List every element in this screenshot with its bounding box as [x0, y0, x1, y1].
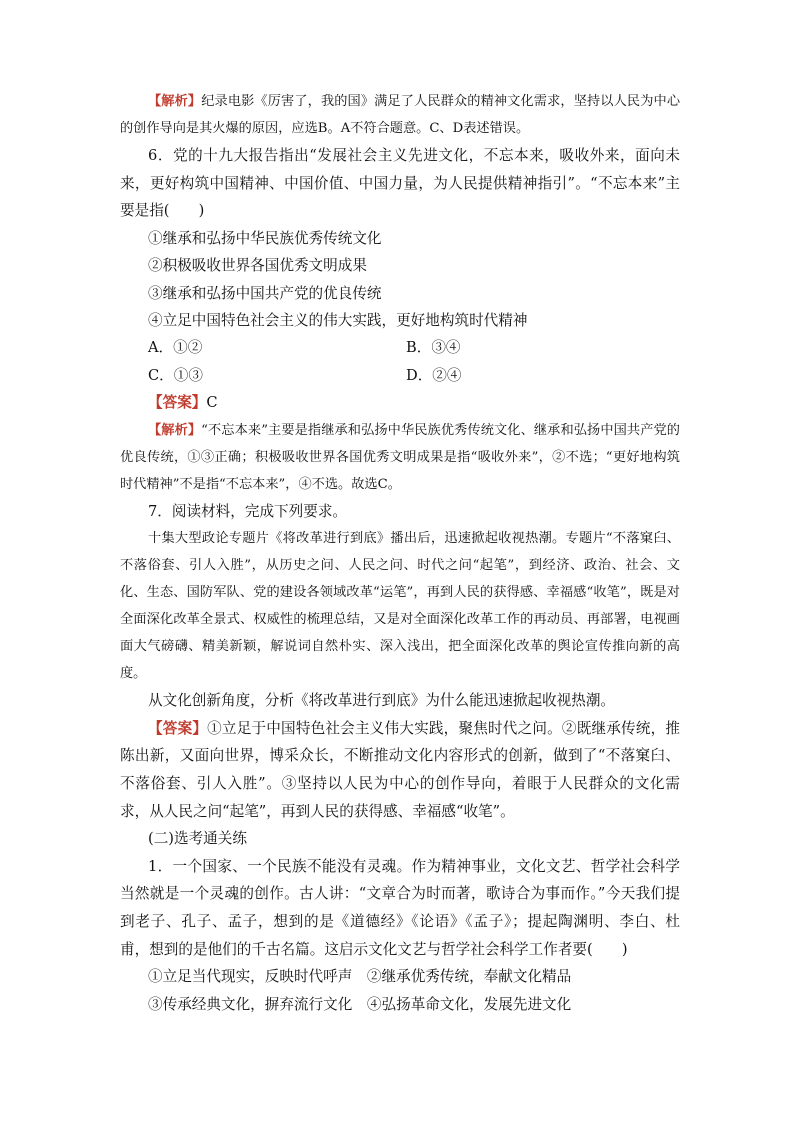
- document-page: [120, 88, 680, 1018]
- q1-stem: 1．一个国家、一个民族不能没有灵魂。作为精神事业，文化文艺、哲学社会科学当然就是一个灵魂的创作。古人讲：“文章合为时而著，歌诗合为事而作。”今天我们提到老子、孔子、孟子，想到的是《道德经》《论语》《孟子》；提起陶渊明、李白、杜甫，想到的是他们的千古名篇。这启示文化文艺与哲学社会科学工作者要( ): [120, 857, 680, 958]
- q6-choices-row-1: [120, 334, 680, 361]
- choice-a: A．①②: [148, 339, 203, 357]
- q7-question: 从文化创新角度，分析《将改革进行到底》为什么能迅速掀起收视热潮。: [148, 692, 616, 710]
- q6-analysis: [120, 417, 680, 498]
- analysis-tag: 【解析】: [148, 422, 202, 438]
- choice-b: B．③④: [406, 339, 461, 357]
- choice-d: D．②④: [406, 366, 462, 384]
- choice-c: C．①③: [148, 366, 203, 384]
- q6-option-4: ④立足中国特色社会主义的伟大实践，更好地构筑时代精神: [148, 312, 528, 329]
- q1-options-line-1: ①立足当代现实，反映时代呼声 ②继承优秀传统，奉献文化精品: [148, 968, 572, 986]
- q6-stem: 6．党的十九大报告指出“发展社会主义先进文化，不忘本来，吸收外来，面向未来，更好构筑中国精神、中国价值、中国力量，为人民提供精神指引”。“不忘本来”主要是指( ): [120, 147, 680, 220]
- answer-tag: 【答案】: [148, 394, 207, 412]
- answer-text: C: [206, 394, 218, 412]
- q6-option-2: ②积极吸收世界各国优秀文明成果: [148, 257, 367, 275]
- q5-analysis: [120, 88, 680, 142]
- q7-stem: 7．阅读材料，完成下列要求。: [148, 502, 348, 520]
- answer-text: ①立足于中国特色社会主义伟大实践，聚焦时代之问。②既继承传统，推陈出新，又面向世界，博采众长，不断推动文化内容形式的创新，做到了“不落窠臼、不落俗套、引人入胜”。③坚持以人民为中心的创作导向，着眼于人民群众的文化需求，从人民之问“起笔”，再到人民的获得感、幸福感“收笔”。: [120, 719, 680, 820]
- section-title: (二)选考通关练: [148, 830, 247, 848]
- q6-answer: [120, 389, 680, 416]
- q7-material: 十集大型政论专题片《将改革进行到底》播出后，迅速掀起收视热潮。专题片“不落窠臼、不落俗套、引人入胜”，从历史之问、人民之问、时代之问“起笔”，到经济、政治、社会、文化、生态、国防军队、党的建设各领域改革“运笔”，再到人民的获得感、幸福感“收笔”，既是对全面深化改革全景式、权威性的梳理总结，又是对全面深化改革工作的再动员、再部署，电视画面大气磅礴、精美新颖，解说词自然朴实、深入浅出，把全面深化改革的舆论宣传推向新的高度。: [120, 531, 680, 682]
- q7-answer: [120, 715, 680, 825]
- q1-options-line-2: ③传承经典文化，摒弃流行文化 ④弘扬革命文化，发展先进文化: [148, 995, 572, 1013]
- q6-option-3: ③继承和弘扬中国共产党的优良传统: [148, 284, 382, 302]
- analysis-tag: 【解析】: [148, 94, 202, 109]
- analysis-text: 纪录电影《厉害了，我的国》满足了人民群众的精神文化需求，坚持以人民为中心的创作导向是其火爆的原因，应选B。A不符合题意。C、D表述错误。: [120, 94, 681, 136]
- answer-tag: 【答案】: [148, 719, 208, 737]
- analysis-text: “不忘本来”主要是指继承和弘扬中华民族优秀传统文化、继承和弘扬中国共产党的优良传统，①③正确；积极吸收世界各国优秀文明成果是指“吸收外来”，②不选；“更好地构筑时代精神”不是指“不忘本来”，④不选。故选C。: [120, 422, 680, 492]
- q6-option-1: ①继承和弘扬中华民族优秀传统文化: [148, 229, 382, 247]
- q6-choices-row-2: [120, 362, 680, 389]
